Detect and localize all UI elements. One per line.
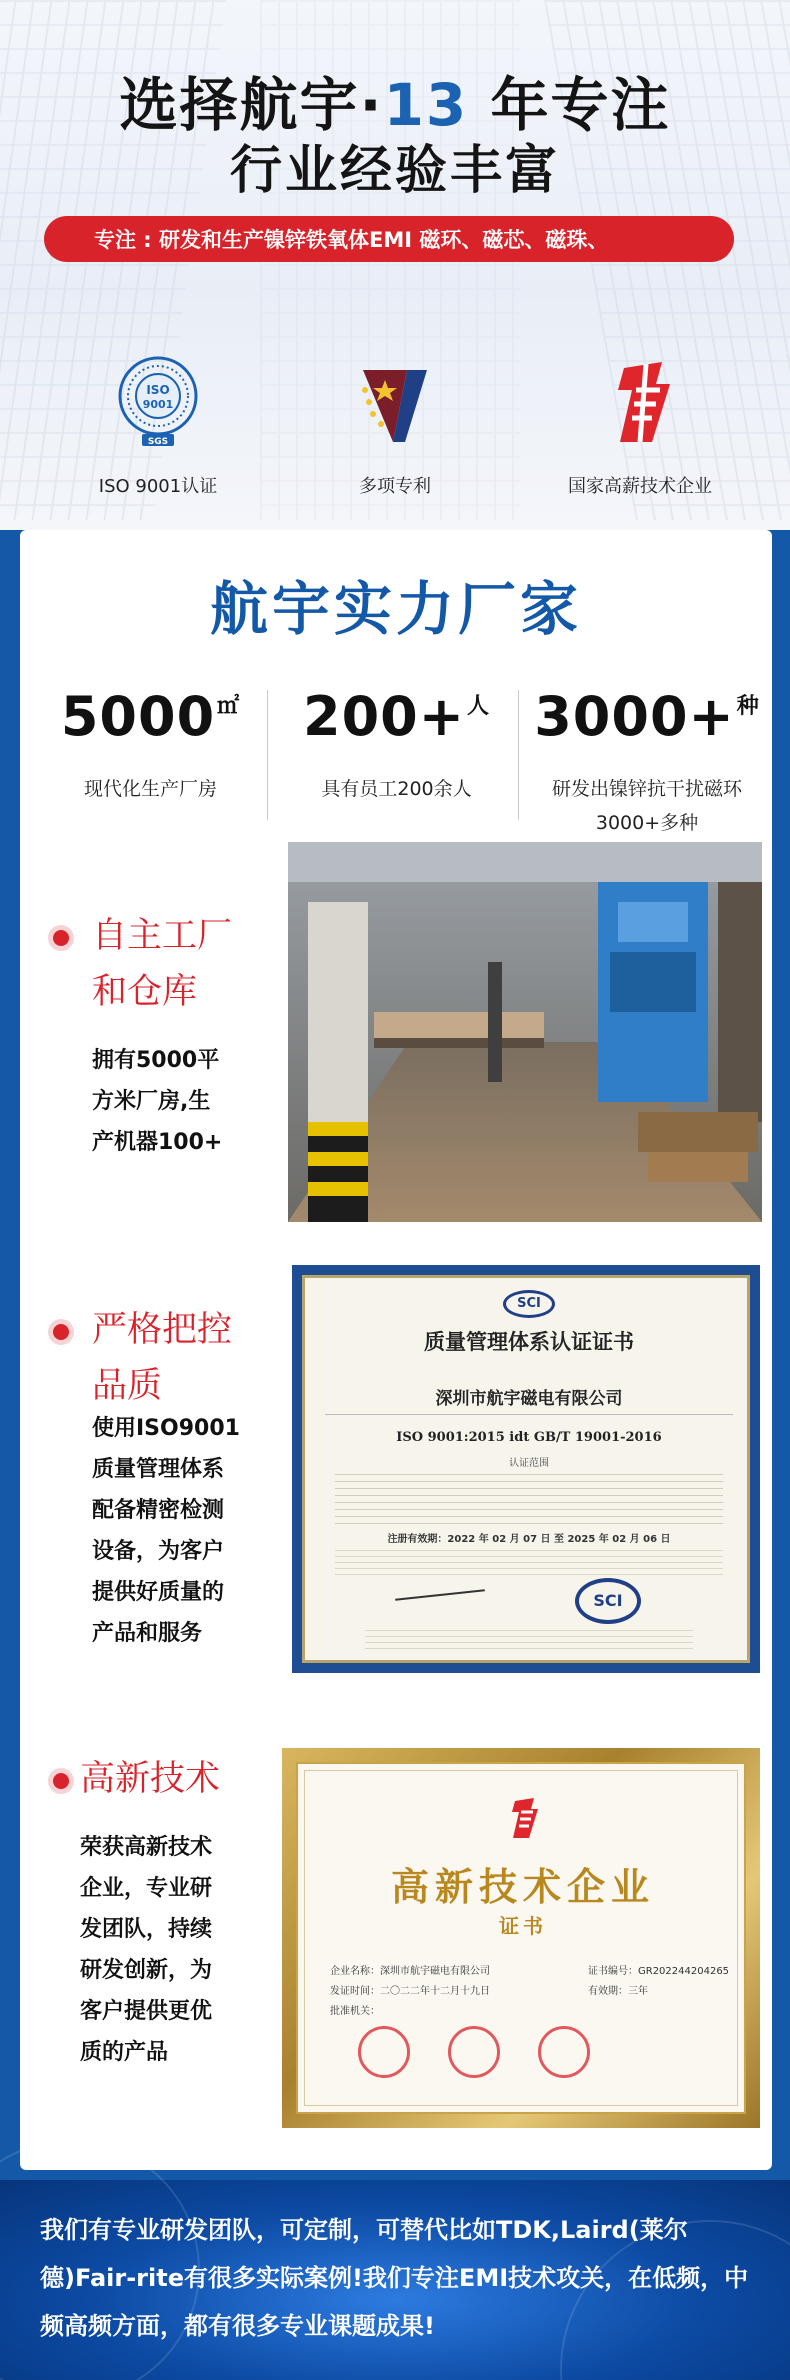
stat-staff-unit: 人 (466, 694, 490, 719)
stat-products-desc: 研发出镍锌抗干扰磁环 3000+多种 (551, 778, 742, 834)
hitech-cert-logo-icon (498, 1790, 548, 1844)
bottom-banner-text: 我们有专业研发团队，可定制，可替代比如TDK,Laird(莱尔德)Fair-rite有很多实际案例!我们专注EMI技术攻关，在低频，中频高频方面，都有很多专业课题成果! (40, 2216, 749, 2340)
iso-cert-top-seal: SCI (503, 1290, 555, 1318)
hero-section (0, 0, 790, 530)
stat-area-unit: ㎡ (217, 694, 241, 719)
stat-area-desc: 现代化生产厂房 (83, 778, 217, 800)
stat-divider (267, 690, 268, 820)
hitech-certificate-image (282, 1748, 760, 2128)
iso-cert-seal: SCI (575, 1578, 641, 1624)
hero-title-suffix: 年专注 (468, 71, 671, 139)
panel-title: 航宇实力厂家 (209, 575, 582, 643)
patent-emblem-icon (345, 350, 445, 450)
high-tech-enterprise-logo-icon (590, 350, 690, 450)
hitech-cert-title: 高新技术企业 (390, 1864, 655, 1909)
stat-staff (274, 685, 519, 806)
hero-subtitle: 行业经验丰富 (229, 141, 560, 201)
feature-quality-heading: 严格把控 品质 (92, 1310, 233, 1406)
hero-title-number: 13 (383, 71, 469, 139)
strength-panel (20, 530, 772, 2170)
iso-cert-company: 深圳市航宇磁电有限公司 (435, 1389, 623, 1409)
bullet-dot (53, 930, 69, 946)
stat-products (525, 685, 769, 840)
bottom-banner (0, 2180, 790, 2380)
stat-products-unit: 种 (736, 694, 760, 719)
iso-cert-validity: 注册有效期：2022 年 02 月 07 日 至 2025 年 02 月 06 日 (387, 1534, 671, 1545)
iso-9001-seal-icon (108, 350, 208, 450)
svg-text:ISO: ISO (146, 383, 170, 397)
official-seal-icon (448, 2026, 500, 2078)
feature-hitech-heading: 高新技术 (80, 1759, 221, 1799)
iso-certificate-sheet (302, 1275, 750, 1663)
bullet-dot (53, 1773, 69, 1789)
stat-products-number: 3000+$^种$ (534, 685, 760, 748)
iso-cert-scope-label: 认证范围 (509, 1458, 549, 1469)
cert-hitech-label: 国家高薪技术企业 (568, 476, 712, 497)
hero-title-prefix: 选择航宇· (119, 71, 384, 139)
hitech-certificate-sheet (296, 1762, 746, 2114)
factory-photo (288, 842, 762, 1222)
stat-area (28, 685, 273, 806)
focus-banner: 专注 : 研发和生产镍锌铁氧体EMI 磁环、磁芯、磁珠、 (44, 216, 734, 262)
iso-certificate-image (292, 1265, 760, 1673)
feature-hitech-body: 荣获高新技术 企业，专业研 发团队，持续 研发创新，为 客户提供更优 质的产品 (80, 1835, 213, 2065)
svg-text:SGS: SGS (147, 437, 169, 447)
official-seal-icon (538, 2026, 590, 2078)
hitech-cert-left-info: 企业名称：深圳市航宇磁电有限公司 发证时间：二〇二二年十二月十九日 批准机关： (330, 1966, 490, 2017)
stat-area-number: 5000㎡ (60, 685, 241, 748)
strength-section (0, 530, 790, 2380)
svg-text:9001: 9001 (142, 398, 174, 411)
cert-patent (285, 350, 505, 498)
feature-factory-heading: 自主工厂 和仓库 (92, 916, 233, 1012)
feature-quality-body: 使用ISO9001 质量管理体系 配备精密检测 设备，为客户 提供好质量的 产品和服务 (92, 1416, 240, 1646)
stat-staff-number: 200+$^人$ (303, 685, 490, 748)
iso-cert-standard: ISO 9001:2015 idt GB/T 19001-2016 (396, 1430, 662, 1445)
hitech-cert-subtitle: 证书 (499, 1914, 547, 1938)
cert-iso (48, 350, 268, 498)
cert-patent-label: 多项专利 (359, 476, 431, 497)
stat-staff-desc: 具有员工200余人 (321, 778, 472, 800)
official-seal-icon (358, 2026, 410, 2078)
cert-hitech (530, 350, 750, 498)
hitech-cert-right-info: 证书编号：GR202244204265 有效期：三年 (588, 1966, 730, 1997)
cert-iso-label: ISO 9001认证 (98, 476, 218, 497)
feature-factory-body: 拥有5000平 方米厂房,生 产机器100+ (92, 1048, 223, 1155)
stat-divider (518, 690, 519, 820)
iso-cert-title: 质量管理体系认证证书 (424, 1329, 634, 1354)
signature (395, 1589, 485, 1600)
bullet-dot (53, 1324, 69, 1340)
